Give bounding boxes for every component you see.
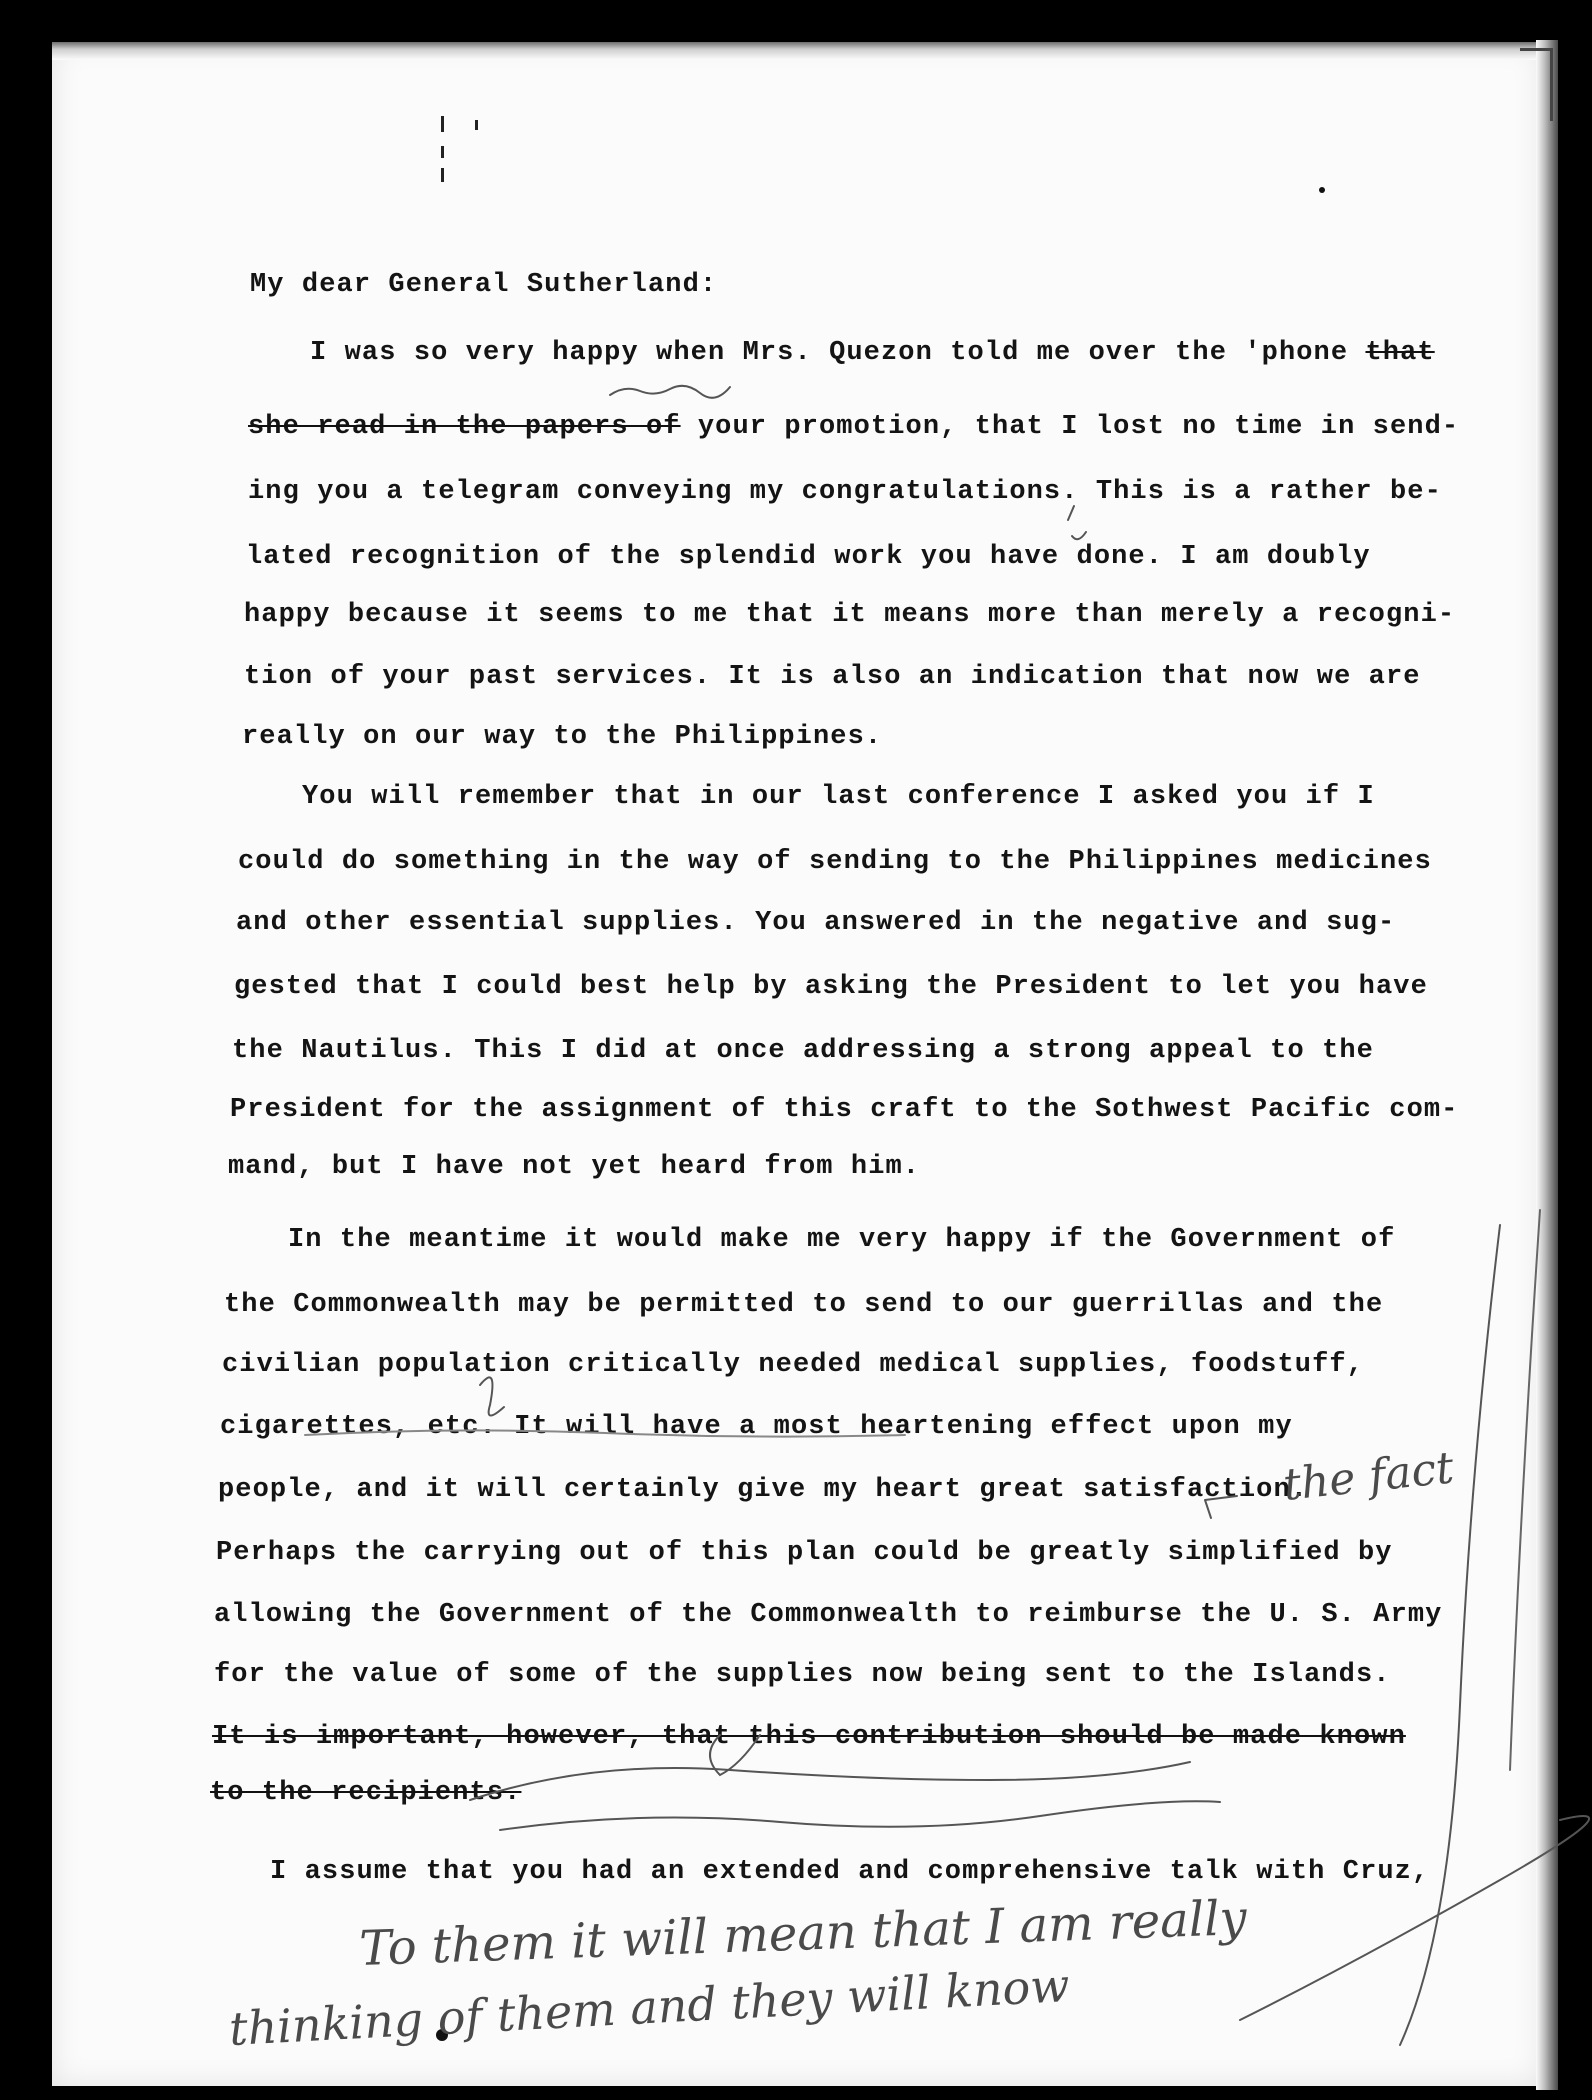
staple-mark: [441, 168, 444, 182]
paragraph-3-line-5: people, and it will certainly give my heart great satisfaction.: [218, 1475, 1309, 1505]
paragraph-2-line-2: could do something in the way of sending to the Philippines medicines: [238, 847, 1432, 877]
staple-mark: [475, 120, 478, 130]
handwritten-note-line-1: To them it will mean that I am really: [358, 1890, 1248, 1977]
paragraph-1-line-7: really on our way to the Philippines.: [242, 722, 883, 752]
paper-right-edge: [1536, 40, 1558, 2090]
staple-mark: [441, 116, 444, 132]
page-stack-corner: [1520, 48, 1553, 121]
paragraph-1-line-3: ing you a telegram conveying my congratulations. This is a rather be-: [248, 477, 1442, 507]
paragraph-1-line-2-text: your promotion, that I lost no time in send-: [680, 412, 1460, 442]
paragraph-2-line-7: mand, but I have not yet heard from him.: [228, 1152, 921, 1182]
paragraph-1-line-4: lated recognition of the splendid work you have done. I am doubly: [246, 542, 1371, 572]
paragraph-1-line-5: happy because it seems to me that it means more than merely a recogni-: [244, 600, 1456, 630]
paragraph-1-line-1-text: I was so very happy when Mrs. Quezon told me over the 'phone: [310, 338, 1366, 368]
struck-sentence-line-2: to the recipients.: [210, 1778, 522, 1808]
paragraph-1-line-1: [310, 338, 1435, 368]
paper-top-edge: [52, 42, 1542, 60]
paragraph-1-line-6: tion of your past services. It is also an indication that now we are: [244, 662, 1421, 692]
paragraph-2-line-3: and other essential supplies. You answered in the negative and sug-: [236, 908, 1396, 938]
paragraph-3-line-4: cigarettes, etc. It will have a most heartening effect upon my: [220, 1412, 1293, 1442]
speck-mark: [1319, 187, 1325, 193]
paragraph-3-line-7: allowing the Government of the Commonwealth to reimburse the U. S. Army: [214, 1600, 1443, 1630]
paragraph-2-line-4: gested that I could best help by asking the President to let you have: [234, 972, 1428, 1002]
paragraph-3-line-2: the Commonwealth may be permitted to send to our guerrillas and the: [224, 1290, 1384, 1320]
handwritten-note-line-2: thinking of them and they will know: [227, 1958, 1071, 2056]
paragraph-2-line-6: President for the assignment of this craft to the Sothwest Pacific com-: [230, 1095, 1459, 1125]
paragraph-1-line-2: [248, 412, 1459, 442]
paragraph-4-line-1: I assume that you had an extended and comprehensive talk with Cruz,: [270, 1857, 1430, 1887]
struck-phrase: she read in the papers of: [248, 412, 681, 442]
struck-sentence-line-1: It is important, however, that this contribution should be made known: [212, 1722, 1406, 1752]
staple-mark: [441, 146, 444, 158]
paragraph-3-line-3: civilian population critically needed medical supplies, foodstuff,: [222, 1350, 1364, 1380]
salutation: My dear General Sutherland:: [250, 270, 718, 300]
paragraph-3-line-6: Perhaps the carrying out of this plan could be greatly simplified by: [216, 1538, 1393, 1568]
paragraph-2-line-1: You will remember that in our last conference I asked you if I: [302, 782, 1375, 812]
paragraph-3-line-8: for the value of some of the supplies now being sent to the Islands.: [214, 1660, 1391, 1690]
paragraph-2-line-5: the Nautilus. This I did at once addressing a strong appeal to the: [232, 1036, 1374, 1066]
struck-word: that: [1365, 338, 1435, 368]
speck-mark: [436, 2029, 448, 2041]
handwritten-margin-note: the fact: [1280, 1442, 1457, 1511]
paragraph-3-line-1: In the meantime it would make me very happy if the Government of: [288, 1225, 1396, 1255]
